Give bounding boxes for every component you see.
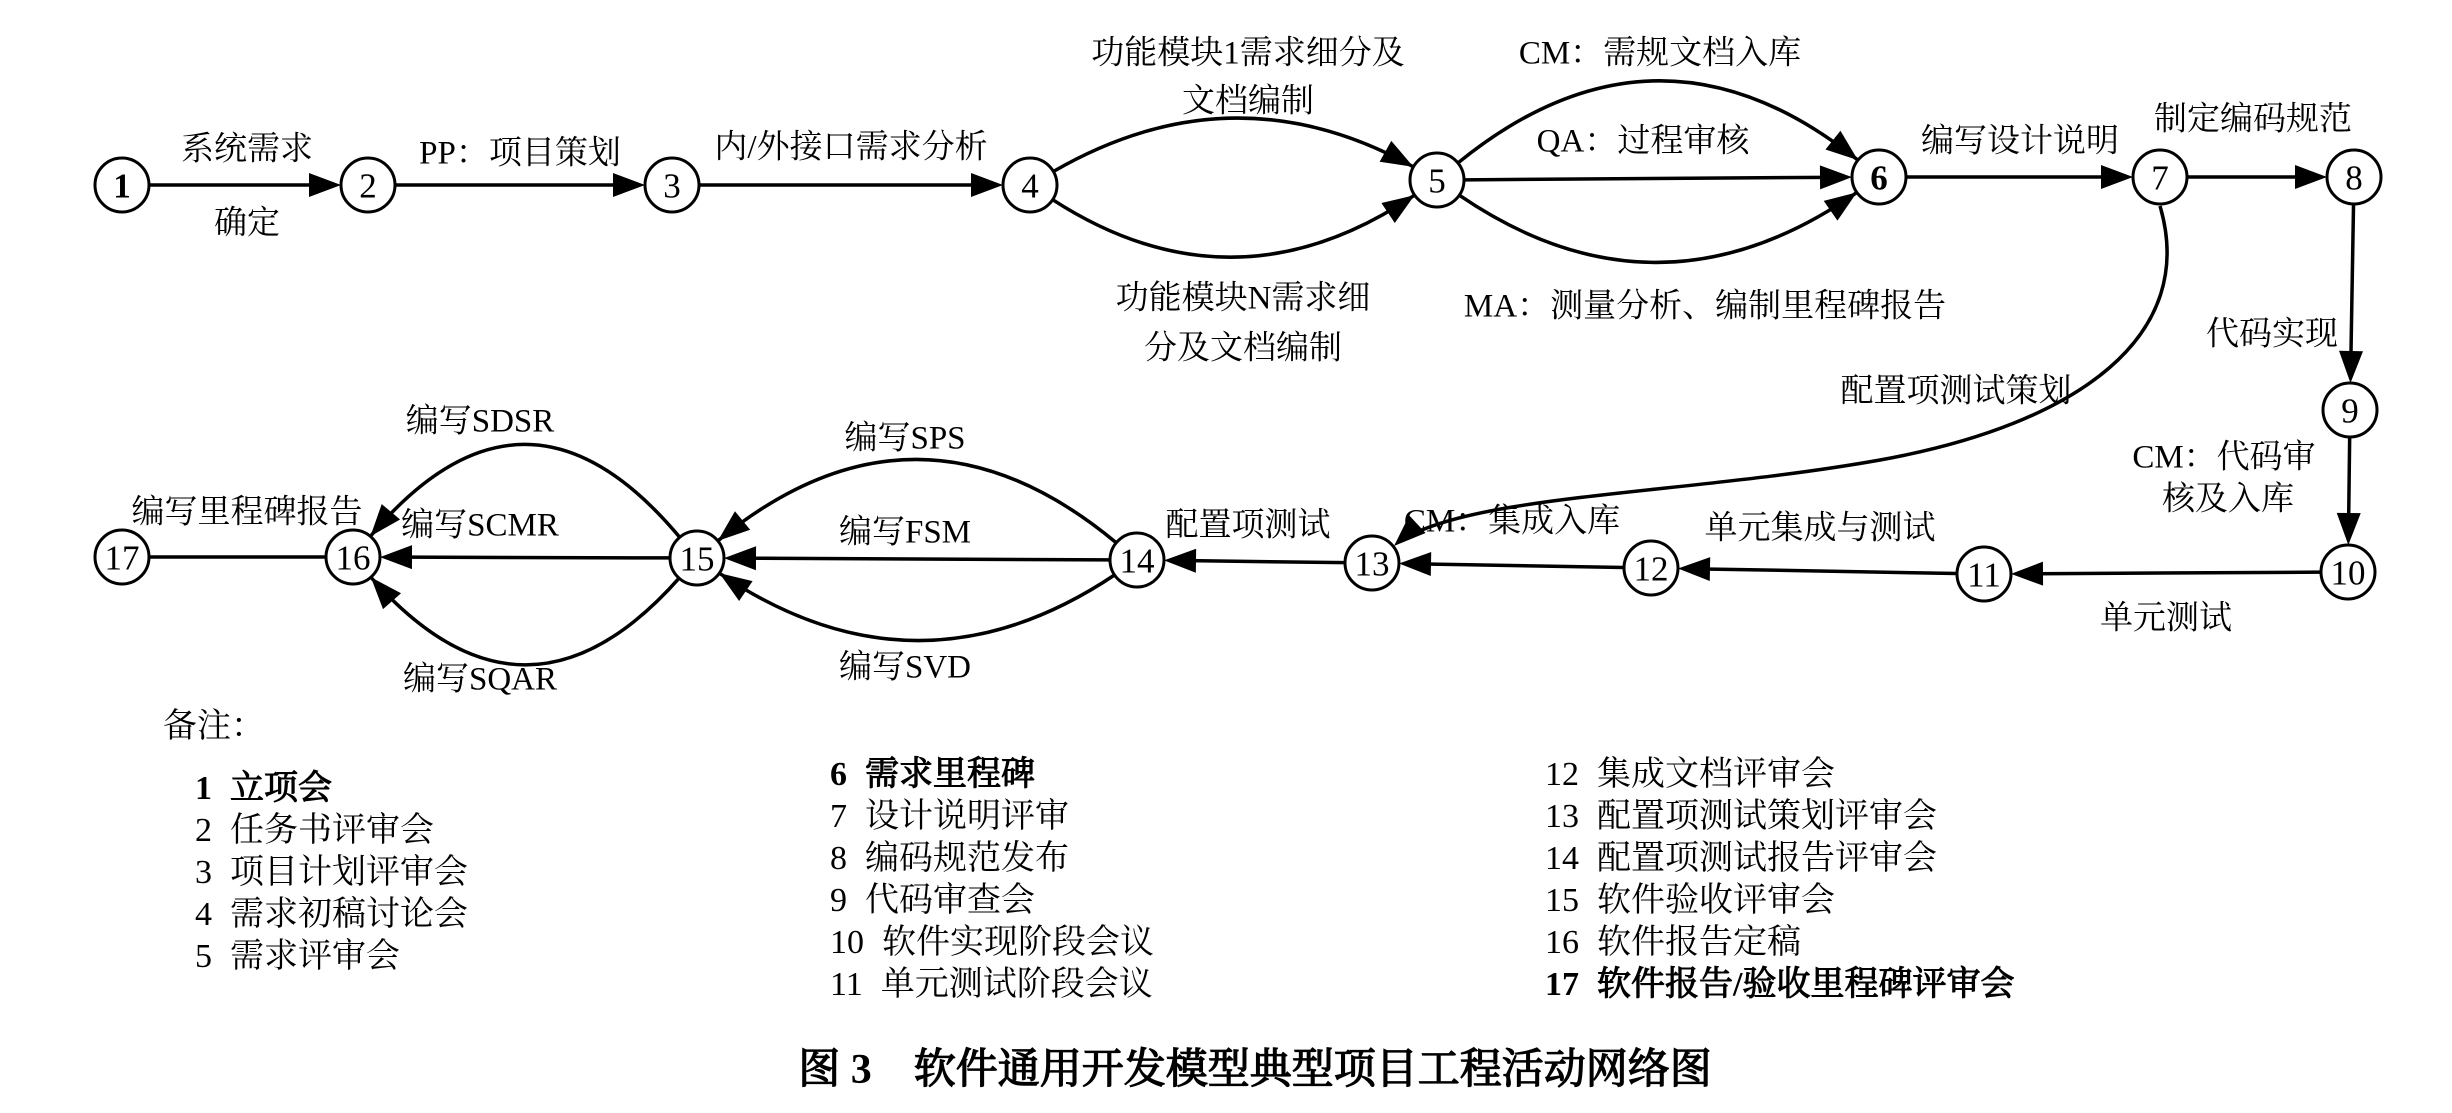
edge-label-4-5-1: 分及文档编制 [1144, 330, 1342, 367]
edge-label-14-15-0: 编写SPS [844, 420, 966, 457]
note-item-12 [1545, 754, 2014, 796]
note-item-5 [195, 936, 468, 978]
edge-label-14-15-0: 编写FSM [838, 514, 972, 551]
edge-label-15-16-0: 编写SQAR [402, 661, 558, 698]
edge-14-15 [750, 558, 1110, 560]
edge-label-5-6-0: QA：过程审核 [1536, 123, 1750, 160]
node-10-label: 10 [2330, 553, 2366, 593]
edge-label-5-6-0: CM：需规文档入库 [1518, 35, 1802, 72]
edge-label-4-5-1: 文档编制 [1182, 83, 1314, 120]
arrowhead-5-6 [1825, 131, 1857, 160]
note-item-14-label: 配置项测试报告评审会 [1597, 840, 1937, 877]
node-14-label: 14 [1119, 541, 1155, 581]
note-item-7-number: 7 [830, 798, 847, 835]
note-item-10-label: 软件实现阶段会议 [882, 924, 1154, 961]
note-item-7-label: 设计说明评审 [865, 798, 1069, 835]
edge-label-15-16-0: 编写SDSR [405, 403, 555, 440]
note-item-5-label: 需求评审会 [230, 938, 400, 975]
edge-14-15 [719, 573, 1114, 640]
edge-label-6-7-0: 编写设计说明 [1921, 123, 2119, 160]
edge-labels-layer [132, 35, 2353, 698]
arrowhead-14-15 [718, 511, 750, 541]
edge-15-16 [371, 577, 679, 665]
arrowhead-11-12 [1678, 557, 1710, 581]
note-item-7 [830, 796, 1154, 838]
notes-heading: 备注： [163, 708, 265, 745]
edge-label-9-10-1: 核及入库 [2162, 481, 2294, 518]
note-item-11-number: 11 [830, 966, 863, 1003]
edge-11-12 [1704, 569, 1957, 574]
edge-4-5 [1053, 195, 1415, 257]
arrowhead-4-5 [1380, 141, 1414, 167]
note-item-14-number: 14 [1545, 840, 1579, 877]
note-item-10 [830, 922, 1154, 964]
arrowhead-7-8 [2295, 165, 2327, 189]
note-item-11 [830, 964, 1154, 1006]
node-4-label: 4 [1021, 166, 1039, 206]
edge-label-5-6-0: MA：测量分析、编制里程碑报告 [1463, 288, 1947, 325]
note-item-4-number: 4 [195, 896, 212, 933]
edge-label-16-17-0: 编写里程碑报告 [131, 494, 363, 531]
edge-label-1-2-1: 确定 [214, 205, 280, 242]
note-item-4 [195, 894, 468, 936]
edge-label-9-10-0: CM：代码审 [2132, 439, 2316, 476]
node-5-label: 5 [1428, 161, 1446, 201]
note-item-6-number: 6 [830, 756, 847, 793]
note-item-2-number: 2 [195, 812, 212, 849]
arrowhead-13-14 [1164, 549, 1196, 573]
note-item-3-number: 3 [195, 854, 212, 891]
node-6-label: 6 [1870, 158, 1888, 198]
note-item-6 [830, 754, 1154, 796]
node-3-label: 3 [663, 166, 681, 206]
note-item-3 [195, 852, 468, 894]
note-item-15-number: 15 [1545, 882, 1579, 919]
note-item-15 [1545, 880, 2014, 922]
note-item-13 [1545, 796, 2014, 838]
note-item-8-number: 8 [830, 840, 847, 877]
edge-label-11-12-0: 单元集成与测试 [1704, 510, 1936, 547]
edge-5-6 [1459, 192, 1857, 262]
edge-12-13 [1425, 564, 1624, 568]
note-item-13-label: 配置项测试策划评审会 [1597, 798, 1937, 835]
note-item-2-label: 任务书评审会 [230, 812, 434, 849]
node-11-label: 11 [1967, 555, 2001, 595]
note-item-9-number: 9 [830, 882, 847, 919]
edge-label-2-3-0: PP：项目策划 [419, 135, 621, 172]
note-item-9-label: 代码审查会 [865, 882, 1035, 919]
note-item-10-number: 10 [830, 924, 864, 961]
node-8-label: 8 [2345, 158, 2363, 198]
figure-caption: 图 3 软件通用开发模型典型项目工程活动网络图 [798, 1047, 1712, 1093]
edge-5-6 [1464, 177, 1826, 179]
note-item-1 [195, 768, 468, 810]
node-15-label: 15 [679, 539, 715, 579]
notes-column-2 [830, 754, 1154, 1006]
edge-label-15-16-0: 编写SCMR [401, 507, 559, 544]
edge-label-12-13-0: CM：集成入库 [1403, 503, 1621, 540]
edge-label-3-4-0: 内/外接口需求分析 [714, 129, 988, 166]
edge-label-7-13-0: 配置项测试策划 [1840, 373, 2072, 410]
node-12-label: 12 [1633, 549, 1669, 589]
arrowhead-4-5 [1381, 195, 1414, 223]
note-item-16 [1545, 922, 2014, 964]
edge-label-7-8-0: 制定编码规范 [2154, 101, 2352, 138]
node-1-label: 1 [113, 166, 131, 206]
note-item-8 [830, 838, 1154, 880]
arrowhead-14-15 [719, 573, 752, 601]
note-item-16-label: 软件报告定稿 [1597, 924, 1801, 961]
edge-13-14 [1190, 561, 1345, 563]
arrowheads-layer [309, 131, 2363, 609]
edge-label-14-15-0: 编写SVD [838, 649, 972, 686]
arrowhead-1-2 [309, 173, 341, 197]
edge-label-1-2-0: 系统需求 [181, 131, 313, 168]
arrowhead-14-15 [724, 546, 756, 570]
note-item-15-label: 软件验收评审会 [1597, 882, 1835, 919]
edge-label-4-5-0: 功能模块1需求细分及 [1091, 35, 1405, 72]
note-item-11-label: 单元测试阶段会议 [880, 966, 1153, 1003]
note-item-8-label: 编码规范发布 [865, 840, 1069, 877]
note-item-5-number: 5 [195, 938, 212, 975]
note-item-17-label: 软件报告/验收里程碑评审会 [1597, 966, 2015, 1003]
arrowhead-9-10 [2337, 513, 2361, 545]
edge-10-11 [2037, 572, 2321, 574]
arrowhead-2-3 [613, 173, 645, 197]
note-item-12-number: 12 [1545, 756, 1579, 793]
edge-8-9 [2351, 204, 2354, 357]
node-16-label: 16 [335, 538, 371, 578]
note-item-9 [830, 880, 1154, 922]
edge-15-16 [406, 557, 670, 558]
note-item-14 [1545, 838, 2014, 880]
node-7-label: 7 [2151, 158, 2169, 198]
edge-4-5 [1053, 118, 1413, 171]
notes-column-3 [1545, 754, 2014, 1006]
arrowhead-8-9 [2339, 351, 2363, 383]
note-item-16-number: 16 [1545, 924, 1579, 961]
note-item-1-label: 立项会 [230, 770, 332, 807]
arrowhead-12-13 [1399, 552, 1431, 576]
note-item-6-label: 需求里程碑 [865, 756, 1035, 793]
edge-label-13-14-0: 配置项测试 [1165, 507, 1331, 544]
edge-label-4-5-0: 功能模块N需求细 [1115, 280, 1371, 317]
edge-label-8-9-0: 代码实现 [2206, 316, 2338, 353]
note-item-1-number: 1 [195, 770, 212, 807]
node-17-label: 17 [104, 538, 140, 578]
node-13-label: 13 [1354, 544, 1390, 584]
note-item-17-number: 17 [1545, 966, 1579, 1003]
note-item-13-number: 13 [1545, 798, 1579, 835]
edge-9-10 [2349, 437, 2350, 519]
arrowhead-10-11 [2011, 562, 2043, 586]
arrowhead-6-7 [2101, 165, 2133, 189]
node-9-label: 9 [2341, 391, 2359, 431]
notes-column-1 [195, 768, 468, 978]
note-item-2 [195, 810, 468, 852]
note-item-3-label: 项目计划评审会 [230, 854, 468, 891]
note-item-12-label: 集成文档评审会 [1597, 756, 1835, 793]
note-item-17 [1545, 964, 2014, 1006]
note-item-4-label: 需求初稿讨论会 [230, 896, 468, 933]
arrowhead-3-4 [971, 173, 1003, 197]
arrowhead-5-6 [1824, 192, 1857, 220]
arrowhead-15-16 [380, 545, 412, 569]
node-2-label: 2 [359, 166, 377, 206]
arrowhead-5-6 [1820, 165, 1852, 189]
edge-label-10-11-0: 单元测试 [2100, 600, 2232, 637]
